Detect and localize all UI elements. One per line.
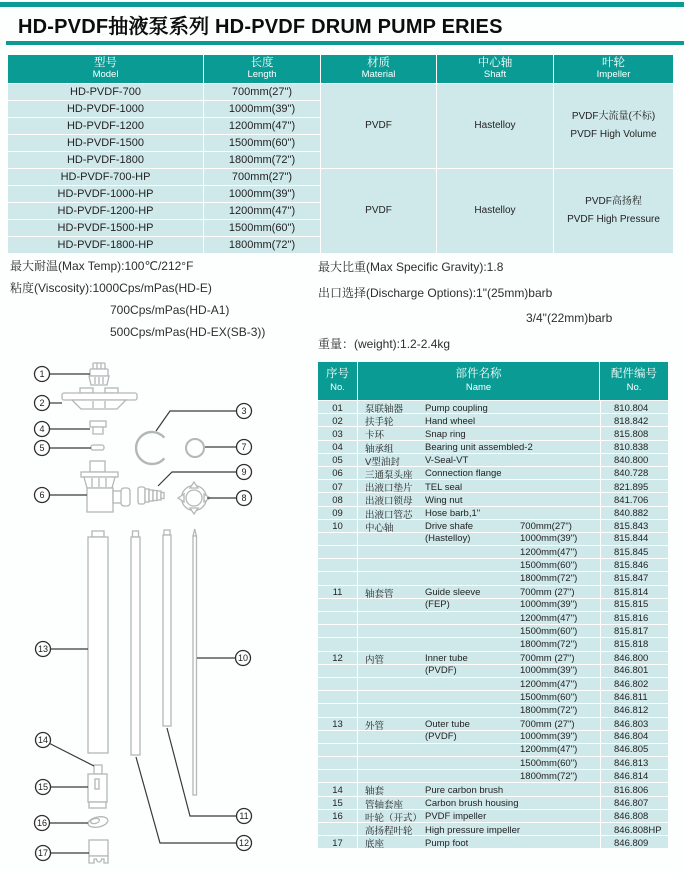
parts-table-row bbox=[318, 783, 668, 796]
part-size-cell: 700mm (27") bbox=[520, 587, 575, 599]
callout-number: 13 bbox=[37, 644, 49, 655]
part-size-cell: 1000mm(39") bbox=[520, 665, 578, 677]
spec-length-cell: 1200mm(47") bbox=[204, 117, 321, 134]
part-no-cell bbox=[318, 744, 358, 756]
spec-material-cell: PVDF bbox=[321, 83, 437, 168]
part-name-en-cell: (PVDF) bbox=[425, 665, 457, 677]
part-name-en-cell: (Hastelloy) bbox=[425, 533, 471, 545]
pump-coupling-drawing bbox=[89, 363, 109, 385]
parts-table-row bbox=[318, 441, 668, 454]
part-no-cell bbox=[318, 691, 358, 703]
parts-table-row bbox=[318, 731, 668, 744]
part-name-en-cell: Carbon brush housing bbox=[425, 798, 519, 810]
parts-table-row bbox=[318, 625, 668, 638]
part-code-cell: 846.813 bbox=[600, 757, 668, 769]
part-no-cell bbox=[318, 559, 358, 571]
diagram-svg bbox=[0, 355, 315, 871]
parts-table-header bbox=[318, 362, 668, 400]
part-name-en-cell: V-Seal-VT bbox=[425, 455, 469, 467]
outer-tube-drawing bbox=[88, 531, 108, 753]
part-no-cell: 11 bbox=[318, 586, 358, 600]
part-code-cell: 818.842 bbox=[600, 414, 668, 428]
part-size-cell: 1500mm(60") bbox=[520, 691, 578, 703]
spec-length-cell: 1500mm(60") bbox=[204, 134, 321, 151]
header-cn: 材质 bbox=[367, 56, 390, 69]
parts-table-row bbox=[318, 401, 668, 414]
part-no-cell bbox=[318, 757, 358, 769]
impeller-drawing bbox=[87, 815, 109, 829]
part-code-cell: 815.814 bbox=[600, 586, 668, 600]
part-size-cell: 1200mm(47") bbox=[520, 744, 578, 756]
part-no-cell bbox=[318, 770, 358, 782]
inner-tube-drawing bbox=[131, 531, 140, 755]
part-no-cell bbox=[318, 572, 358, 584]
hose-barb-drawing bbox=[138, 487, 164, 504]
part-name-cn-cell: 泵联轴器 bbox=[365, 404, 404, 415]
part-size-cell: 1800mm(72") bbox=[520, 573, 578, 585]
brush-housing-drawing bbox=[88, 774, 107, 808]
spec-header-length bbox=[204, 55, 321, 83]
part-size-cell: 1500mm(60") bbox=[520, 757, 578, 769]
exploded-parts-diagram bbox=[0, 355, 315, 871]
parts-table-row bbox=[318, 823, 668, 836]
part-name-cn-cell: 内管 bbox=[365, 654, 385, 666]
part-code-cell: 815.846 bbox=[600, 559, 668, 571]
part-no-cell bbox=[318, 704, 358, 716]
part-name-en-cell: Snap ring bbox=[425, 428, 466, 440]
part-size-cell: 1000mm(39") bbox=[520, 599, 578, 611]
header-cn: 叶轮 bbox=[602, 56, 625, 69]
spec-text-line: 重量：(weight):1.2-2.4kg bbox=[318, 336, 451, 351]
part-code-cell: 815.847 bbox=[600, 572, 668, 584]
parts-table-row bbox=[318, 638, 668, 651]
header-en: Shaft bbox=[483, 69, 507, 81]
part-code-cell: 846.801 bbox=[600, 665, 668, 677]
part-code-cell: 815.845 bbox=[600, 546, 668, 558]
part-name-cn-cell: 出液口垫片 bbox=[365, 483, 413, 495]
part-no-cell: 05 bbox=[318, 454, 358, 468]
part-name-en-cell: (PVDF) bbox=[425, 731, 457, 743]
spec-table bbox=[8, 55, 674, 253]
wing-nut-drawing bbox=[178, 482, 210, 514]
part-code-cell: 815.816 bbox=[600, 612, 668, 624]
callout-number: 5 bbox=[39, 443, 45, 454]
callout-number: 17 bbox=[37, 848, 49, 859]
part-name-cn-cell: 出液口锁母 bbox=[365, 496, 413, 508]
callout-number: 1 bbox=[39, 369, 45, 380]
part-size-cell: 1800mm(72") bbox=[520, 770, 578, 782]
part-name-cn-cell: 中心轴 bbox=[365, 522, 394, 534]
callout-number: 16 bbox=[36, 818, 48, 829]
part-code-cell: 846.814 bbox=[600, 770, 668, 782]
spec-model-cell: HD-PVDF-1000-HP bbox=[8, 185, 204, 202]
part-code-cell: 846.809 bbox=[600, 836, 668, 850]
spec-model-cell: HD-PVDF-1800 bbox=[8, 151, 204, 168]
callout-number: 2 bbox=[39, 398, 45, 409]
spec-model-cell: HD-PVDF-1000 bbox=[8, 100, 204, 117]
part-no-cell: 17 bbox=[318, 836, 358, 850]
parts-table-row bbox=[318, 454, 668, 467]
parts-header-code bbox=[600, 362, 668, 400]
part-name-cn-cell: 底座 bbox=[365, 839, 385, 851]
part-size-cell: 1000mm(39") bbox=[520, 731, 578, 743]
part-code-cell: 840.728 bbox=[600, 467, 668, 481]
snap-ring-drawing bbox=[136, 432, 164, 464]
part-size-cell: 1500mm(60") bbox=[520, 559, 578, 571]
part-name-en-cell: Hand wheel bbox=[425, 415, 476, 427]
title-underline bbox=[6, 41, 684, 45]
spec-text-line: 3/4"(22mm)barb bbox=[526, 311, 613, 325]
parts-table-row bbox=[318, 559, 668, 572]
header-en: Material bbox=[361, 69, 396, 81]
header-cn: 配件编号 bbox=[611, 368, 657, 381]
part-name-cn-cell: 轴套管 bbox=[365, 588, 394, 600]
part-size-cell: 1200mm(47") bbox=[520, 678, 578, 690]
impeller-cn: PVDF高扬程 bbox=[585, 196, 642, 207]
drive-shaft-drawing bbox=[193, 529, 197, 795]
specs-left-block bbox=[10, 255, 265, 343]
part-no-cell: 14 bbox=[318, 783, 358, 797]
part-no-cell bbox=[318, 612, 358, 624]
part-code-cell: 846.802 bbox=[600, 678, 668, 690]
parts-table-row bbox=[318, 744, 668, 757]
header-cn: 中心轴 bbox=[477, 56, 513, 69]
part-no-cell: 08 bbox=[318, 493, 358, 507]
part-name-cn-cell: 管轴套座 bbox=[365, 799, 404, 811]
parts-table-row bbox=[318, 612, 668, 625]
parts-table bbox=[318, 362, 668, 849]
part-name-cn-cell: 轴承组 bbox=[365, 443, 394, 455]
part-no-cell: 01 bbox=[318, 401, 358, 415]
spec-text-line: 500Cps/mPas(HD-EX(SB-3)) bbox=[110, 325, 266, 339]
callout-leader-line bbox=[156, 411, 237, 431]
header-cn: 部件名称 bbox=[455, 368, 502, 381]
spec-header-shaft bbox=[437, 55, 554, 83]
part-size-cell: 1000mm(39") bbox=[520, 533, 578, 545]
parts-table-row bbox=[318, 546, 668, 559]
part-name-en-cell: Connection flange bbox=[425, 468, 502, 480]
parts-table-row bbox=[318, 572, 668, 585]
part-no-cell: 09 bbox=[318, 507, 358, 521]
part-name-cn-cell: 高扬程叶轮 bbox=[365, 826, 413, 837]
page-title: HD-PVDF抽液泵系列 HD-PVDF DRUM PUMP ERIES bbox=[18, 16, 503, 38]
part-code-cell: 810.804 bbox=[600, 401, 668, 415]
spec-text-line: 粘度(Viscosity):1000Cps/mPas(HD-E) bbox=[10, 281, 212, 295]
part-no-cell: 13 bbox=[318, 718, 358, 732]
part-no-cell: 04 bbox=[318, 441, 358, 455]
spec-text-line: 700Cps/mPas(HD-A1) bbox=[110, 303, 230, 317]
part-name-en-cell: Guide sleeve bbox=[425, 587, 481, 599]
spec-model-cell: HD-PVDF-1200-HP bbox=[8, 202, 204, 219]
parts-table-row bbox=[318, 493, 668, 506]
part-code-cell: 846.808 bbox=[600, 810, 668, 824]
spec-model-cell: HD-PVDF-700 bbox=[8, 83, 204, 100]
spec-length-cell: 1200mm(47") bbox=[204, 202, 321, 219]
part-no-cell bbox=[318, 678, 358, 690]
spec-model-cell: HD-PVDF-700-HP bbox=[8, 168, 204, 185]
spec-text-line: 出口选择(Discharge Options):1"(25mm)barb bbox=[318, 285, 553, 300]
callout-number: 4 bbox=[39, 424, 45, 435]
part-code-cell: 840.882 bbox=[600, 507, 668, 521]
spec-impeller-cell bbox=[554, 168, 674, 253]
guide-sleeve-drawing bbox=[163, 530, 171, 726]
spec-length-cell: 1000mm(39") bbox=[204, 100, 321, 117]
callout-number: 6 bbox=[39, 490, 45, 501]
parts-table-row bbox=[318, 757, 668, 770]
callout-number: 10 bbox=[237, 653, 249, 664]
connection-flange-drawing bbox=[81, 461, 130, 512]
part-name-en-cell: Bearing unit assembled-2 bbox=[425, 442, 533, 454]
part-no-cell: 12 bbox=[318, 652, 358, 666]
part-name-cn-cell: 出液口管芯 bbox=[365, 509, 413, 521]
part-code-cell: 846.808HP bbox=[600, 823, 668, 837]
header-en: No. bbox=[626, 382, 642, 394]
spec-model-cell: HD-PVDF-1200 bbox=[8, 117, 204, 134]
header-en: Impeller bbox=[596, 69, 631, 81]
pump-foot-drawing bbox=[89, 840, 108, 863]
part-name-en-cell: Drive shafe bbox=[425, 521, 474, 533]
part-no-cell bbox=[318, 665, 358, 677]
part-code-cell: 846.805 bbox=[600, 744, 668, 756]
parts-table-row bbox=[318, 665, 668, 678]
part-no-cell bbox=[318, 533, 358, 545]
parts-table-row bbox=[318, 414, 668, 427]
part-size-cell: 700mm (27") bbox=[520, 653, 575, 665]
callout-number: 3 bbox=[241, 406, 247, 417]
part-name-cn-cell: 轴套 bbox=[365, 786, 385, 798]
part-name-en-cell: (FEP) bbox=[425, 599, 450, 611]
v-seal-drawing bbox=[91, 445, 104, 450]
callout-number: 14 bbox=[37, 735, 49, 746]
part-code-cell: 841.706 bbox=[600, 493, 668, 507]
part-no-cell: 03 bbox=[318, 427, 358, 441]
spec-length-cell: 1800mm(72") bbox=[204, 236, 321, 253]
part-no-cell: 15 bbox=[318, 797, 358, 811]
spec-length-cell: 1000mm(39") bbox=[204, 185, 321, 202]
callout-leader-line bbox=[167, 728, 237, 816]
part-no-cell bbox=[318, 599, 358, 611]
part-code-cell: 815.844 bbox=[600, 533, 668, 545]
part-name-cn-cell: 三通泵头座 bbox=[365, 469, 413, 481]
callout-number: 12 bbox=[238, 838, 250, 849]
parts-table-row bbox=[318, 652, 668, 665]
header-en: Model bbox=[92, 69, 119, 81]
part-name-en-cell: PVDF impeller bbox=[425, 811, 487, 823]
callout-number: 9 bbox=[241, 467, 247, 478]
part-size-cell: 1200mm(47") bbox=[520, 612, 578, 624]
part-name-en-cell: Outer tube bbox=[425, 719, 470, 730]
part-no-cell bbox=[318, 638, 358, 650]
specs-right-block bbox=[318, 255, 612, 357]
spec-text-line: 最大比重(Max Specific Gravity):1.8 bbox=[318, 260, 504, 274]
header-cn: 长度 bbox=[250, 56, 274, 69]
spec-shaft-cell: Hastelloy bbox=[437, 83, 554, 168]
part-code-cell: 846.804 bbox=[600, 731, 668, 743]
part-code-cell: 846.812 bbox=[600, 704, 668, 716]
part-name-cn-cell: 叶轮（开式） bbox=[365, 812, 423, 824]
header-en: Name bbox=[465, 382, 492, 394]
parts-table-row bbox=[318, 797, 668, 810]
parts-header-no bbox=[318, 362, 358, 400]
part-code-cell: 815.843 bbox=[600, 520, 668, 534]
part-name-en-cell: High pressure impeller bbox=[425, 824, 521, 836]
part-name-en-cell: Wing nut bbox=[425, 494, 463, 506]
callout-leader-line bbox=[158, 472, 237, 486]
callout-number: 11 bbox=[239, 811, 249, 822]
part-size-cell: 700mm(27") bbox=[520, 521, 572, 533]
spec-length-cell: 1800mm(72") bbox=[204, 151, 321, 168]
parts-table-row bbox=[318, 691, 668, 704]
part-code-cell: 846.803 bbox=[600, 718, 668, 732]
hand-wheel-drawing bbox=[62, 388, 137, 409]
part-code-cell: 846.807 bbox=[600, 797, 668, 811]
spec-header-material bbox=[321, 55, 437, 83]
part-code-cell: 846.800 bbox=[600, 652, 668, 666]
spec-text-line: 最大耐温(Max Temp):100℃/212°F bbox=[10, 259, 194, 273]
part-no-cell: 02 bbox=[318, 414, 358, 428]
part-no-cell: 06 bbox=[318, 467, 358, 481]
part-no-cell bbox=[318, 823, 358, 837]
part-no-cell bbox=[318, 731, 358, 743]
part-code-cell: 846.811 bbox=[600, 691, 668, 703]
part-name-en-cell: Inner tube bbox=[425, 653, 468, 665]
parts-table-row bbox=[318, 480, 668, 493]
part-size-cell: 1800mm(72") bbox=[520, 704, 578, 716]
part-name-en-cell: Hose barb,1" bbox=[425, 508, 481, 519]
part-size-cell: 1500mm(60") bbox=[520, 625, 578, 637]
part-name-en-cell: Pump coupling bbox=[425, 402, 488, 414]
diagram-callouts bbox=[35, 367, 252, 861]
spec-material-cell: PVDF bbox=[321, 168, 437, 253]
parts-table-body bbox=[318, 400, 668, 849]
parts-table-row bbox=[318, 467, 668, 480]
part-no-cell: 10 bbox=[318, 520, 358, 534]
parts-table-row bbox=[318, 599, 668, 612]
part-code-cell: 816.806 bbox=[600, 783, 668, 797]
part-code-cell: 821.895 bbox=[600, 480, 668, 494]
impeller-en: PVDF High Volume bbox=[570, 129, 657, 140]
callout-number: 8 bbox=[241, 493, 247, 504]
spec-header-model bbox=[8, 55, 204, 83]
parts-table-row bbox=[318, 507, 668, 520]
parts-table-row bbox=[318, 586, 668, 599]
parts-table-row bbox=[318, 836, 668, 849]
parts-table-row bbox=[318, 718, 668, 731]
part-code-cell: 815.817 bbox=[600, 625, 668, 637]
part-name-cn-cell: V型油封 bbox=[365, 456, 400, 468]
top-border-strip bbox=[0, 2, 684, 7]
parts-table-row bbox=[318, 704, 668, 717]
spec-header-impeller bbox=[554, 55, 674, 83]
spec-length-cell: 700mm(27") bbox=[204, 168, 321, 185]
parts-header-name bbox=[358, 362, 600, 400]
part-name-en-cell: Pump foot bbox=[425, 837, 469, 849]
part-name-en-cell: Pure carbon brush bbox=[425, 784, 504, 796]
part-no-cell: 07 bbox=[318, 480, 358, 494]
part-size-cell: 1200mm(47") bbox=[520, 546, 578, 558]
part-code-cell: 840.800 bbox=[600, 454, 668, 468]
spec-length-cell: 700mm(27") bbox=[204, 83, 321, 100]
part-name-cn-cell: 扶手轮 bbox=[365, 417, 394, 429]
spec-shaft-cell: Hastelloy bbox=[437, 168, 554, 253]
part-name-cn-cell: 卡环 bbox=[365, 430, 385, 442]
part-code-cell: 810.838 bbox=[600, 441, 668, 455]
spec-impeller-cell bbox=[554, 83, 674, 168]
spec-length-cell: 1500mm(60") bbox=[204, 219, 321, 236]
part-no-cell: 16 bbox=[318, 810, 358, 824]
part-size-cell: 1800mm(72") bbox=[520, 638, 578, 650]
part-no-cell bbox=[318, 625, 358, 637]
part-name-en-cell: TEL seal bbox=[425, 481, 463, 493]
header-cn: 型号 bbox=[94, 56, 117, 69]
carbon-brush-drawing bbox=[94, 765, 102, 774]
seal-ring-drawing bbox=[186, 439, 204, 457]
impeller-cn: PVDF大流量(不标) bbox=[571, 111, 656, 122]
part-name-cn-cell: 外管 bbox=[365, 720, 385, 732]
callout-number: 7 bbox=[241, 442, 247, 453]
parts-table-row bbox=[318, 533, 668, 546]
part-code-cell: 815.818 bbox=[600, 638, 668, 650]
part-shapes bbox=[62, 363, 210, 863]
part-code-cell: 815.815 bbox=[600, 599, 668, 611]
parts-table-row bbox=[318, 678, 668, 691]
callout-number: 15 bbox=[37, 782, 49, 793]
spec-model-cell: HD-PVDF-1500-HP bbox=[8, 219, 204, 236]
bearing-unit-drawing bbox=[90, 421, 106, 434]
impeller-en: PVDF High Pressure bbox=[567, 214, 660, 225]
parts-table-row bbox=[318, 427, 668, 440]
parts-table-row bbox=[318, 520, 668, 533]
spec-model-cell: HD-PVDF-1500 bbox=[8, 134, 204, 151]
part-size-cell: 700mm (27") bbox=[520, 719, 575, 730]
part-no-cell bbox=[318, 546, 358, 558]
spec-model-cell: HD-PVDF-1800-HP bbox=[8, 236, 204, 253]
part-code-cell: 815.808 bbox=[600, 427, 668, 441]
header-cn: 序号 bbox=[326, 368, 349, 381]
header-en: No. bbox=[330, 382, 345, 394]
header-en: Length bbox=[247, 69, 277, 81]
parts-table-row bbox=[318, 770, 668, 783]
parts-table-row bbox=[318, 810, 668, 823]
